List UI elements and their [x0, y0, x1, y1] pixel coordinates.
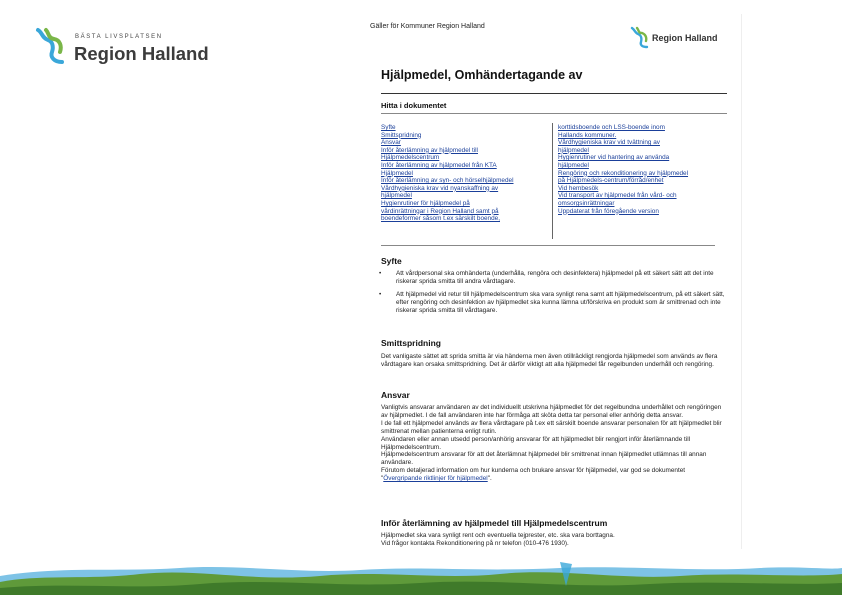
document-logo-text: Region Halland [652, 33, 718, 43]
toc-link[interactable]: Rengöring och rekonditionering av hjälpmedel [558, 169, 689, 177]
toc-link[interactable]: Inför återlämning av syn- och hörselhjälpmedel [381, 177, 514, 185]
document-title: Hjälpmedel, Omhändertagande av [381, 68, 583, 82]
toc-link[interactable]: Inför återlämning av hjälpmedel från KTA [381, 161, 497, 169]
infor-aterlamning-heading: Inför återlämning av hjälpmedel till Hjälpmedelscentrum [381, 518, 608, 528]
syfte-bullet [375, 291, 730, 315]
logo-brand-text: Region Halland [74, 43, 209, 64]
toc-link[interactable]: Syfte [381, 124, 396, 131]
syfte-bullet-text: Att hjälpmedel vid retur till hjälpmedelscentrum ska vara synligt rena samt att hjälpmedelscentrum, på ett säkert sätt, efter rengöring och desinfektion av hjälpmedlet ska kunna lämna ut/förskriva en produkt som är smittrenad och inte riskerar sprida smitta till vårdtagare. [396, 291, 725, 314]
toc-right-column [558, 124, 723, 215]
toc-link[interactable]: Hygienrutiner för hjälpmedel på [381, 199, 470, 207]
toc-link[interactable]: Smittspridning [381, 131, 422, 139]
toc-link[interactable]: Hallands kommuner. [558, 131, 617, 139]
infor-line: Hjälpmedlet ska vara synligt rent och eventuella tejprester, etc. ska vara borttagna. [381, 532, 615, 539]
toc-divider [381, 113, 727, 114]
ansvar-text [381, 404, 726, 483]
toc-column-separator [552, 123, 553, 239]
syfte-heading: Syfte [381, 256, 402, 266]
ansvar-line: Hjälpmedelscentrum ansvarar för att det återlämnat hjälpmedel blir smittrenat innan hjälpmedlet utlämnas till annan användare. [381, 451, 707, 467]
ansvar-line: Användaren eller annan utsedd person/anhörig ansvarar för att hjälpmedlet blir rengjort inför återlämnande till Hjälpmedelscentrum. [381, 435, 691, 451]
riktlinjer-link[interactable]: Övergripande riktlinjer för hjälpmedel [383, 475, 488, 483]
toc-left-column [381, 124, 551, 223]
toc-link[interactable]: Inför återlämning av hjälpmedel till [381, 146, 478, 154]
toc-link[interactable]: Vårdhygieniska krav vid tvättning av [558, 139, 660, 147]
document-logo [630, 25, 740, 49]
toc-link[interactable]: på Hjälpmedels-centrum/förråd/enhet [558, 177, 664, 185]
toc-link[interactable]: boendeformer såsom t.ex särskilt boende, [381, 215, 500, 223]
logo-tagline: BÄSTA LIVSPLATSEN [75, 34, 163, 40]
ansvar-line: Vanligtvis ansvarar användaren av det individuellt utskrivna hjälpmedlet för det regelbundna underhållet och rengöringen av hjälpmedlet. I de fall användaren inte har förmåga att sköta detta tar personal eller anhörig detta ansvar. [381, 404, 722, 419]
smittspridning-text: Det vanligaste sättet att sprida smitta är via händerna men även otillräckligt rengjorda hjälpmedel som används av flera vårdtagare kan orsaka smittspridning. Det är därför viktigt att alla hjälpmedel får regelbunden underhåll och rengöring. [381, 353, 718, 368]
syfte-bullet-text: Att vårdpersonal ska omhänderta (underhålla, rengöra och desinfektera) hjälpmedel på ett säkert sätt att det inte riskerar sprida smitta till andra vårdtagare. [396, 270, 714, 285]
toc-bottom-divider [381, 245, 715, 246]
ansvar-final-prefix: Förutom detaljerad information om hur kunderna och brukare ansvar för hjälpmedel, var god se dokumentet " [381, 467, 686, 483]
bullet-icon: • [379, 291, 382, 298]
infor-line: Vid frågor kontakta Rekonditionering på nr telefon (010-476 1930). [381, 539, 569, 547]
document-header: Gäller för Kommuner Region Halland [370, 23, 485, 30]
toc-link[interactable]: Vårdhygieniska krav vid nyanskaffning av [381, 184, 499, 192]
title-divider [381, 93, 727, 94]
region-halland-logo [34, 26, 214, 66]
region-halland-emblem-icon [630, 25, 652, 49]
toc-link[interactable]: Hjälpmedelscentrum [381, 154, 440, 162]
bullet-icon: • [379, 270, 382, 277]
syfte-bullet [375, 270, 730, 286]
ansvar-final-suffix: ". [487, 475, 492, 483]
toc-link[interactable]: hjälpmedel [558, 146, 589, 154]
ansvar-heading: Ansvar [381, 390, 410, 400]
document-page [362, 14, 742, 549]
toc-link[interactable]: Vid hembesök [558, 184, 599, 192]
toc-link[interactable]: hjälpmedel [381, 192, 412, 200]
toc-link[interactable]: Ansvar [381, 139, 401, 147]
infor-aterlamning-text [381, 532, 726, 548]
toc-link[interactable]: Vid transport av hjälpmedel från vård- och [558, 192, 677, 200]
toc-link[interactable]: Hygienrutiner vid hantering av använda [558, 154, 670, 162]
ansvar-line: I de fall ett hjälpmedel används av flera vårdtagare på t.ex ett särskilt boende ansvarar personalen för att hjälpmedlet blir smittrenat mellan patienterna enligt rutin. [381, 419, 722, 435]
toc-link[interactable]: hjälpmedel [558, 161, 589, 169]
toc-link[interactable]: Uppdaterat från föregående version [558, 207, 659, 215]
toc-link[interactable]: korttidsboende och LSS-boende inom [558, 124, 665, 131]
smittspridning-heading: Smittspridning [381, 338, 441, 348]
toc-link[interactable]: Hjälpmedel [381, 169, 413, 177]
toc-link[interactable]: vårdinrättningar i Region Halland samt på [381, 207, 499, 215]
toc-heading: Hitta i dokumentet [381, 101, 447, 110]
region-halland-emblem-icon [34, 26, 74, 66]
toc-link[interactable]: omsorgsinrättningar [558, 199, 615, 207]
ansvar-final-line [381, 467, 726, 483]
grass-footer-decoration [0, 556, 842, 595]
